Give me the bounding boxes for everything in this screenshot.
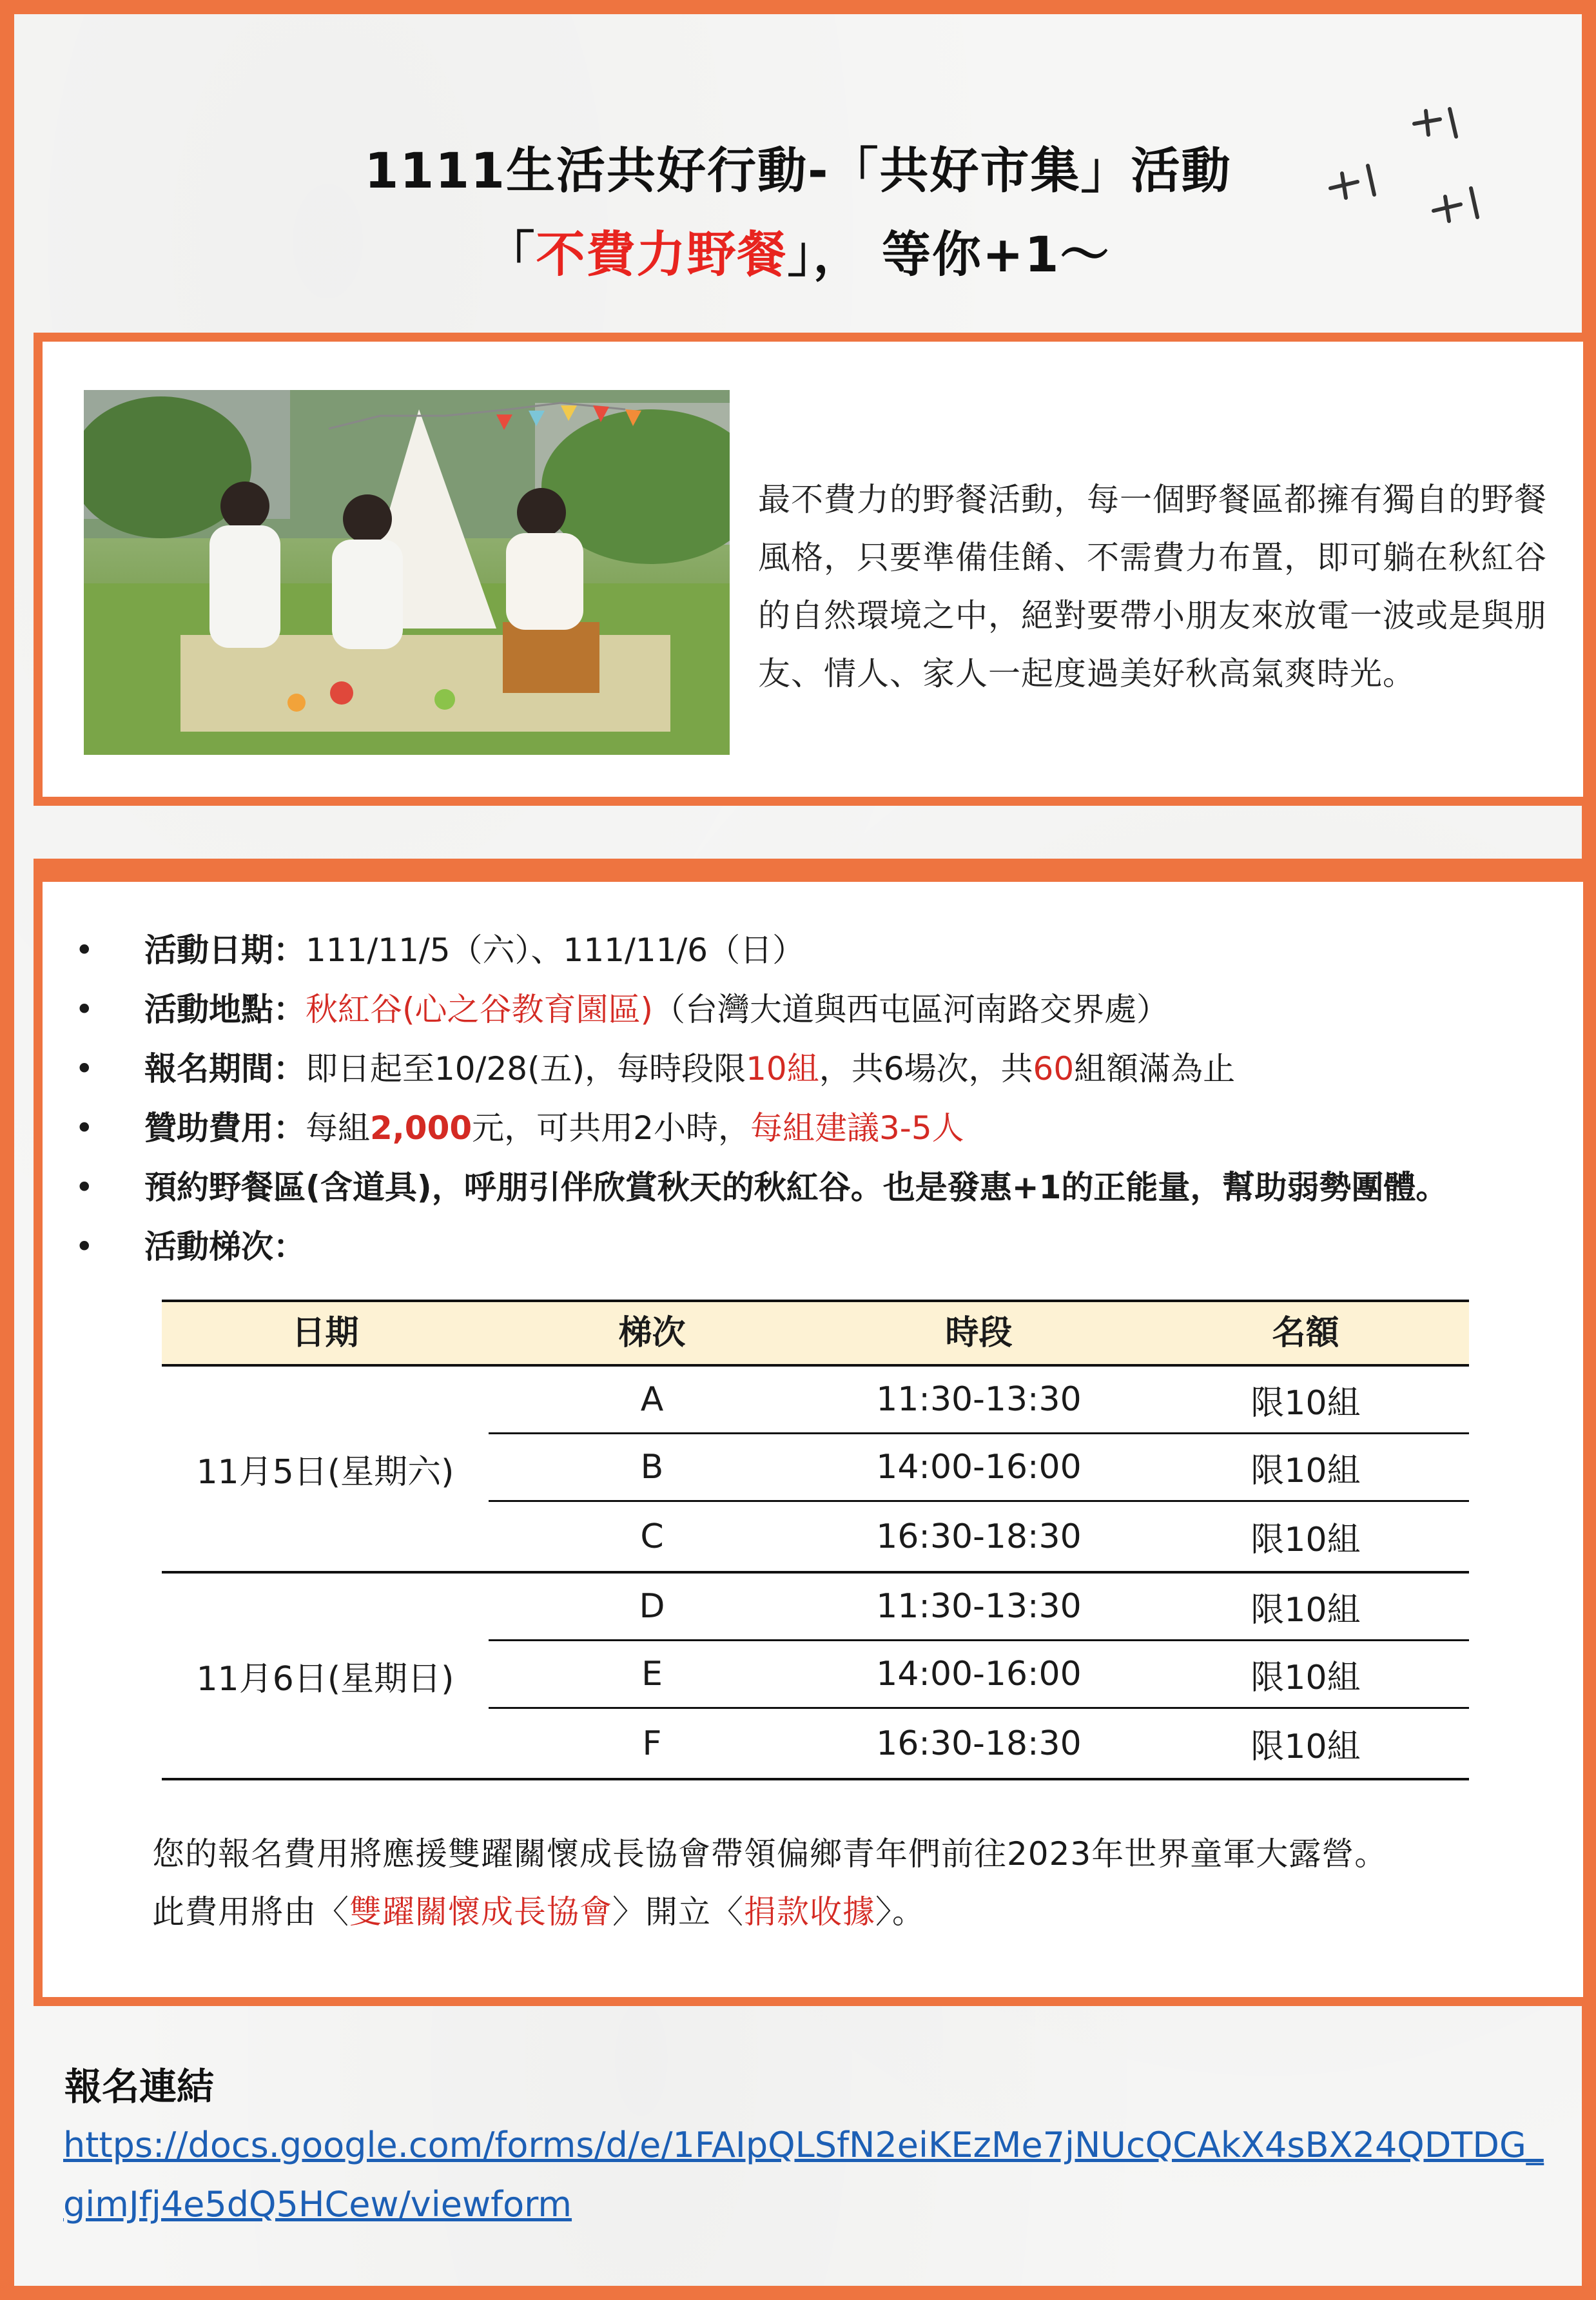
plus-one-doodle-icon (1318, 101, 1485, 243)
bullet-icon: • (75, 1169, 94, 1206)
header-quota: 名額 (1272, 1314, 1339, 1352)
details-box (34, 859, 1592, 2006)
table-row (489, 1434, 1469, 1502)
schedule-table (162, 1300, 1469, 1780)
bullet-icon: • (75, 991, 94, 1028)
org-name: 雙躍關懷成長協會 (349, 1893, 612, 1931)
group-date: 11月6日(星期日) (196, 1660, 454, 1699)
detail-place: • 活動地點：秋紅谷(心之谷教育園區)（台灣大道與西屯區河南路交界處） (43, 980, 1577, 1039)
schedule-group (162, 1574, 1469, 1780)
cell-quota: 限10組 (1251, 1451, 1361, 1490)
table-row (489, 1367, 1469, 1434)
cell-quota: 限10組 (1251, 1590, 1361, 1630)
bullet-icon: • (75, 931, 94, 969)
detail-date: • 活動日期：111/11/5（六）、111/11/6（日） (43, 921, 1577, 980)
cell-quota: 限10組 (1251, 1658, 1361, 1697)
detail-fee: • 贊助費用：每組2,000元，可共用2小時，每組建議3-5人 (43, 1098, 1577, 1158)
cell-quota: 限10組 (1251, 1521, 1361, 1559)
subtitle-highlight: 不費力野餐 (536, 226, 788, 283)
bullet-icon: • (75, 1109, 94, 1147)
cell-time: 14:00-16:00 (876, 1655, 1082, 1693)
registration-title: 報名連結 (64, 2065, 215, 2109)
subtitle-suffix: 」， 等你+1～ (787, 226, 1111, 283)
cell-batch: A (640, 1380, 664, 1419)
intro-box (34, 333, 1592, 806)
table-row (489, 1709, 1469, 1778)
group-date: 11月5日(星期六) (196, 1453, 454, 1492)
header-date: 日期 (291, 1314, 359, 1352)
schedule-group (162, 1367, 1469, 1574)
header-batch: 梯次 (618, 1314, 686, 1352)
cell-time: 11:30-13:30 (876, 1380, 1082, 1419)
cell-quota: 限10組 (1251, 1728, 1361, 1766)
receipt-text: 捐款收據 (744, 1893, 875, 1931)
cell-batch: D (639, 1587, 665, 1626)
bullet-icon: • (75, 1228, 94, 1265)
note-line-1: 您的報名費用將應援雙躍關懷成長協會帶領偏鄉青年們前往2023年世界童軍大露營。 (152, 1835, 1388, 1873)
cell-batch: C (640, 1517, 664, 1556)
cell-time: 16:30-18:30 (876, 1517, 1082, 1556)
page-title: 1111生活共好行動-「共好市集」活動 (364, 142, 1232, 199)
cell-time: 11:30-13:30 (876, 1587, 1082, 1626)
bullet-icon: • (75, 1050, 94, 1087)
cell-quota: 限10組 (1251, 1383, 1361, 1423)
detail-reserve: • 預約野餐區(含道具)，呼朋引伴欣賞秋天的秋紅谷。也是發惠+1的正能量，幫助弱勢團體。 (43, 1158, 1577, 1217)
cell-time: 14:00-16:00 (876, 1448, 1082, 1486)
schedule-header (162, 1300, 1469, 1367)
note-line-2: 此費用將由〈雙躍關懷成長協會〉開立〈捐款收據〉。 (152, 1893, 925, 1931)
table-row (489, 1574, 1469, 1641)
picnic-photo (84, 390, 730, 755)
intro-description: 最不費力的野餐活動，每一個野餐區都擁有獨自的野餐風格，只要準備佳餚、不需費力布置，即可躺在秋紅谷的自然環境之中，絕對要帶小朋友來放電一波或是與朋友、情人、家人一起度過美好秋高氣爽時光。 (758, 481, 1547, 692)
header-time: 時段 (945, 1314, 1013, 1352)
cell-batch: F (642, 1724, 662, 1763)
table-row (489, 1502, 1469, 1571)
details-list (43, 921, 1577, 1276)
cell-time: 16:30-18:30 (876, 1724, 1082, 1763)
registration-link[interactable]: https://docs.google.com/forms/d/e/1FAIpQLSfN2eiKEzMe7jNUcQCAkX4sBX24QDTDG_gimJfj4e5dQ5HCew/viewform (63, 2125, 1544, 2225)
subtitle-prefix: 「 (485, 226, 536, 283)
detail-schedule-label: • 活動梯次： (43, 1217, 1577, 1276)
detail-signup: • 報名期間：即日起至10/28(五)，每時段限10組，共6場次，共60組額滿為止 (43, 1039, 1577, 1098)
cell-batch: B (640, 1448, 664, 1486)
table-row (489, 1641, 1469, 1709)
cell-batch: E (641, 1655, 663, 1693)
